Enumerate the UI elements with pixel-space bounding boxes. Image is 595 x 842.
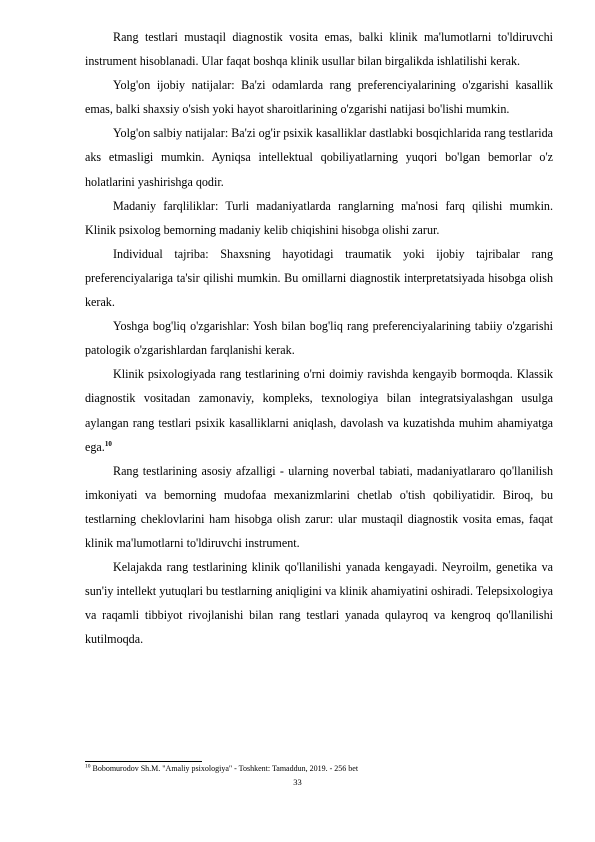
paragraph: Yolg'on salbiy natijalar: Ba'zi og'ir psixik kasalliklar dastlabki bosqichlarida rang testlarida aks etmasligi mumkin. Ayniqsa intellektual qobiliyatlarning yuqori bo'lgan bemorlar o'z holatlarini yashirishga qodir. xyxy=(85,126,553,189)
footnote-divider xyxy=(85,761,202,762)
footnote-reference[interactable]: 10 xyxy=(104,439,112,448)
paragraph: Rang testlari mustaqil diagnostik vosita emas, balki klinik ma'lumotlarni to'ldiruvchi instrument hisoblanadi. Ular faqat boshqa klinik usullar bilan birgalikda ishlatilishi kerak. xyxy=(85,30,553,69)
paragraph: Yoshga bog'liq o'zgarishlar: Yosh bilan bog'liq rang preferenciyalarining tabiiy o'zgarishi patologik o'zgarishlardan farqlanishi kerak. xyxy=(85,319,553,358)
paragraph: Rang testlarining asosiy afzalligi - ularning noverbal tabiati, madaniyatlararo qo'llanilish imkoniyati va bemorning mudofaa mexanizmlarini chetlab o'tish qobiliyatidir. Biroq, bu testlarning cheklovlarini ham hisobga olish zarur: ular mustaqil diagnostik vosita emas, faqat klinik ma'lumotlarni to'ldiruvchi instrument. xyxy=(85,463,553,550)
footnote xyxy=(85,764,553,774)
paragraph: Klinik psixologiyada rang testlarining o'rni doimiy ravishda kengayib bormoqda. Klassik diagnostik vositadan zamonaviy, kompleks, texnologiya bilan integratsiyalashgan usulga aylangan rang testlari psixik kasalliklarni aniqlash, davolash va kuzatishda muhim ahamiyatga ega.$^{10}$ xyxy=(85,367,553,454)
paragraph: Madaniy farqliliklar: Turli madaniyatlarda ranglarning ma'nosi farq qilishi mumkin. Klinik psixolog bemorning madaniy kelib chiqishini hisobga olishi zarur. xyxy=(85,198,553,237)
paragraph: Individual tajriba: Shaxsning hayotidagi traumatik yoki ijobiy tajribalar rang preferenciyalariga ta'sir qilishi mumkin. Bu omillarni diagnostik interpretatsiyada hisobga olish kerak. xyxy=(85,246,553,310)
body-text xyxy=(85,25,553,651)
page-number: 33 xyxy=(293,777,302,787)
paragraph: Kelajakda rang testlarining klinik qo'llanilishi yanada kengayadi. Neyroilm, genetika va sun'iy intellekt yutuqlari bu testlarning aniqligini va klinik ahamiyatini oshiradi. Telepsixologiya va raqamli tibbiyot rivojlanishi bilan rang testlari yanada qulayroq va kengroq qo'llanilishi kutilmoqda. xyxy=(85,560,553,647)
paragraph: Yolg'on ijobiy natijalar: Ba'zi odamlarda rang preferenciyalarining o'zgarishi kasallik emas, balki shaxsiy o'sish yoki hayot sharoitlarining o'zgarishi natijasi bo'lishi mumkin. xyxy=(85,78,553,117)
footnote-text: Bobomurodov Sh.M. "Amaliy psixologiya" - Toshkent: Tamaddun, 2019. - 256 bet xyxy=(92,764,359,773)
footnote-number: 10 xyxy=(85,763,91,770)
